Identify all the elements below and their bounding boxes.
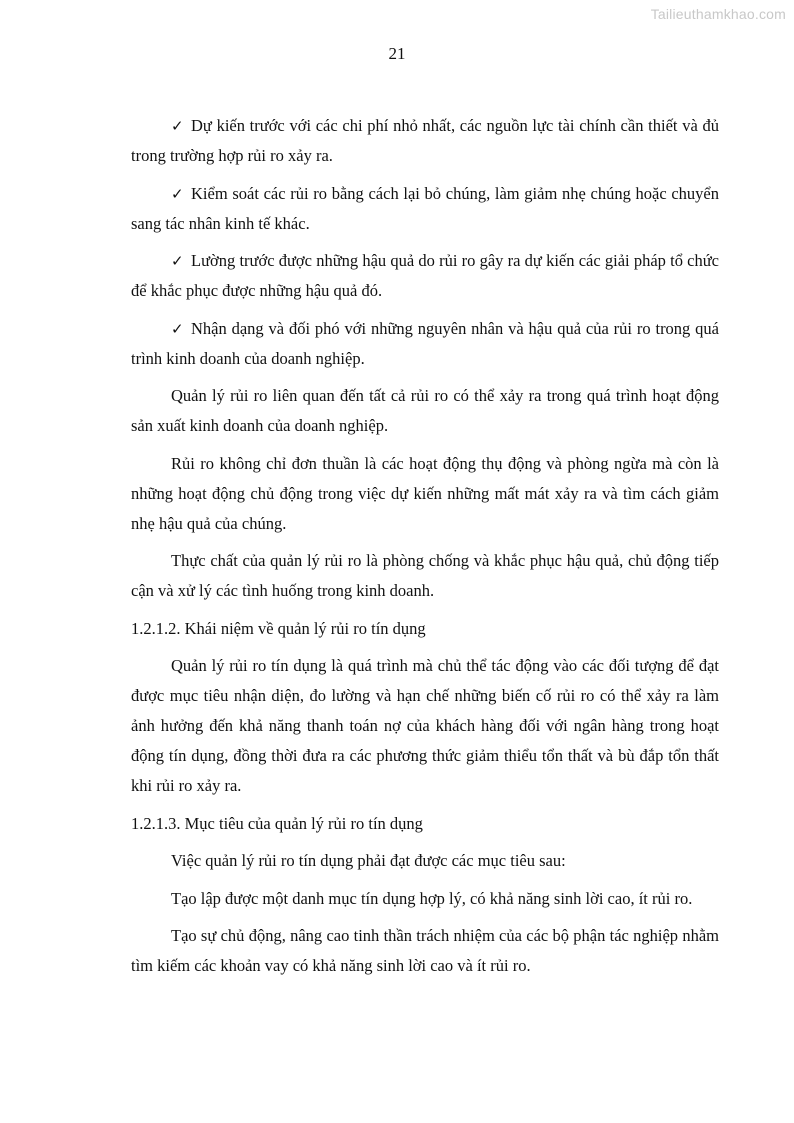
check-icon: ✓	[171, 117, 184, 135]
paragraph: Thực chất của quản lý rủi ro là phòng chống và khắc phục hậu quả, chủ động tiếp cận và xử lý các tình huống trong kinh doanh.	[131, 551, 719, 600]
paragraph: Quản lý rủi ro liên quan đến tất cả rủi ro có thể xảy ra trong quá trình hoạt động sản xuất kinh doanh của doanh nghiệp.	[131, 386, 719, 435]
check-icon: ✓	[171, 184, 184, 203]
page-number: 21	[388, 44, 406, 63]
check-icon: ✓	[171, 252, 184, 270]
section-heading: 1.2.1.3. Mục tiêu của quản lý rủi ro tín dụng	[131, 813, 423, 833]
paragraph: Việc quản lý rủi ro tín dụng phải đạt được các mục tiêu sau:	[171, 851, 566, 870]
watermark: Tailieuthamkhao.com	[650, 6, 786, 22]
bullet-item: ✓ Dự kiến trước với các chi phí nhỏ nhất, các nguồn lực tài chính cần thiết và đủ trong trường hợp rủi ro xảy ra.	[131, 111, 719, 171]
bullet-item: ✓ Nhận dạng và đối phó với những nguyên nhân và hậu quả của rủi ro trong quá trình kinh doanh của doanh nghiệp.	[131, 314, 719, 374]
document-body	[131, 111, 719, 989]
check-icon: ✓	[171, 319, 184, 338]
bullet-item: ✓ Lường trước được những hậu quả do rủi ro gây ra dự kiến các giải pháp tổ chức để khắc phục được những hậu quả đó.	[131, 246, 719, 306]
paragraph: Rủi ro không chỉ đơn thuần là các hoạt động thụ động và phòng ngừa mà còn là những hoạt động chủ động trong việc dự kiến những mất mát xảy ra và tìm cách giảm nhẹ hậu quả của chúng.	[131, 453, 719, 533]
paragraph: Quản lý rủi ro tín dụng là quá trình mà chủ thể tác động vào các đối tượng để đạt được mục tiêu nhận diện, đo lường và hạn chế những biến cố rủi ro có thể xảy ra làm ảnh hưởng đến khả năng thanh toán nợ của khách hàng đối với ngân hàng trong hoạt động tín dụng, đồng thời đưa ra các phương thức giảm thiểu tổn thất và bù đắp tổn thất khi rủi ro xảy ra.	[131, 656, 719, 795]
paragraph: Tạo lập được một danh mục tín dụng hợp lý, có khả năng sinh lời cao, ít rủi ro.	[171, 888, 693, 908]
section-heading: 1.2.1.2. Khái niệm về quản lý rủi ro tín dụng	[131, 618, 426, 638]
bullet-item: ✓ Kiểm soát các rủi ro bằng cách lại bỏ chúng, làm giảm nhẹ chúng hoặc chuyển sang tác nhân kinh tế khác.	[131, 179, 719, 239]
paragraph: Tạo sự chủ động, nâng cao tinh thần trách nhiệm của các bộ phận tác nghiệp nhằm tìm kiếm các khoản vay có khả năng sinh lời cao và ít rủi ro.	[131, 926, 719, 975]
